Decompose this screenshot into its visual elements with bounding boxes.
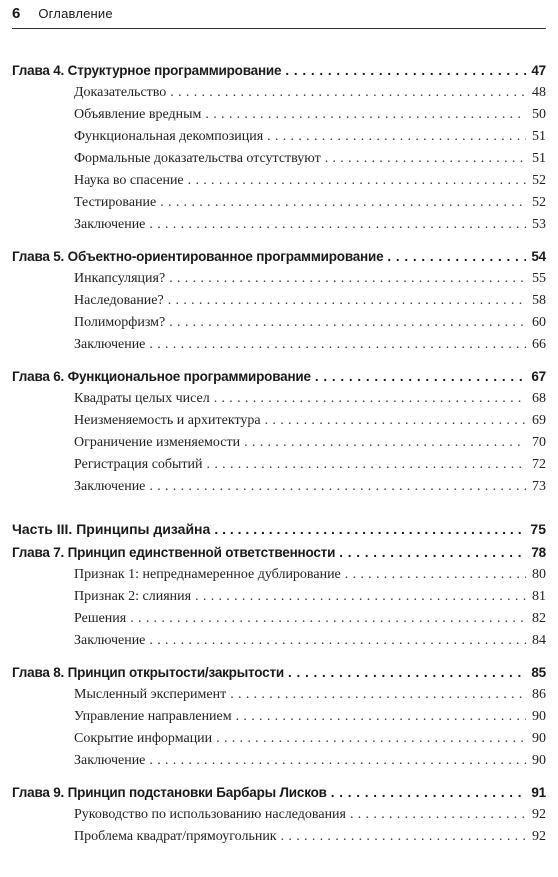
section-title: Заключение	[74, 479, 146, 494]
toc-section[interactable]	[12, 290, 546, 312]
dot-leader	[267, 126, 526, 148]
page-ref: 86	[532, 687, 546, 702]
page-ref: 90	[532, 731, 546, 746]
dot-leader	[170, 82, 526, 104]
dot-leader	[168, 290, 526, 312]
table-of-contents	[12, 60, 546, 848]
chapter-title: Глава 6. Функциональное программирование	[12, 369, 311, 384]
dot-leader	[214, 388, 526, 410]
spacer	[12, 652, 546, 662]
section-title: Функциональная декомпозиция	[74, 129, 264, 144]
toc-section[interactable]	[12, 476, 546, 498]
running-title: Оглавление	[38, 6, 113, 21]
page-ref: 68	[532, 391, 546, 406]
dot-leader	[265, 410, 526, 432]
page-ref: 47	[531, 63, 546, 78]
toc-section[interactable]	[12, 388, 546, 410]
dot-leader	[345, 564, 526, 586]
dot-leader	[169, 312, 526, 334]
dot-leader	[288, 662, 526, 684]
page-ref: 69	[532, 413, 546, 428]
toc-section[interactable]	[12, 630, 546, 652]
toc-section[interactable]	[12, 126, 546, 148]
spacer	[12, 356, 546, 366]
section-title: Доказательство	[74, 85, 167, 100]
page-ref: 58	[532, 293, 546, 308]
section-title: Инкапсуляция?	[74, 271, 166, 286]
section-title: Признак 2: слияния	[74, 589, 192, 604]
section-title: Управление направлением	[74, 709, 232, 724]
dot-leader	[281, 826, 526, 848]
spacer	[12, 236, 546, 246]
page-ref: 72	[532, 457, 546, 472]
section-title: Неизменяемость и архитектура	[74, 413, 261, 428]
section-title: Формальные доказательства отсутствуют	[74, 151, 321, 166]
spacer	[12, 772, 546, 782]
dot-leader	[130, 608, 526, 630]
dot-leader	[216, 728, 526, 750]
toc-section[interactable]	[12, 826, 546, 848]
section-title: Заключение	[74, 217, 146, 232]
section-title: Мысленный эксперимент	[74, 687, 227, 702]
page-ref: 75	[530, 521, 546, 537]
dot-leader	[244, 432, 526, 454]
toc-chapter-4[interactable]	[12, 60, 546, 82]
dot-leader	[160, 192, 526, 214]
dot-leader	[149, 214, 526, 236]
toc-section[interactable]	[12, 410, 546, 432]
toc-section[interactable]	[12, 706, 546, 728]
page-ref: 52	[532, 195, 546, 210]
page-ref: 84	[532, 633, 546, 648]
dot-leader	[325, 148, 526, 170]
toc-section[interactable]	[12, 804, 546, 826]
dot-leader	[315, 366, 526, 388]
toc-section[interactable]	[12, 192, 546, 214]
page-ref: 82	[532, 611, 546, 626]
page-ref: 51	[532, 129, 546, 144]
section-title: Квадраты целых чисел	[74, 391, 210, 406]
running-header	[12, 4, 546, 29]
toc-section[interactable]	[12, 728, 546, 750]
section-title: Тестирование	[74, 195, 157, 210]
toc-section[interactable]	[12, 432, 546, 454]
page-ref: 91	[531, 785, 546, 800]
toc-section[interactable]	[12, 334, 546, 356]
dot-leader	[149, 476, 526, 498]
toc-chapter-8[interactable]	[12, 662, 546, 684]
page-ref: 54	[531, 249, 546, 264]
toc-section[interactable]	[12, 454, 546, 476]
section-title: Проблема квадрат/прямоугольник	[74, 829, 277, 844]
dot-leader	[331, 782, 526, 804]
toc-section[interactable]	[12, 684, 546, 706]
section-title: Заключение	[74, 753, 146, 768]
toc-section[interactable]	[12, 170, 546, 192]
part-title: Часть III. Принципы дизайна	[12, 521, 211, 537]
toc-section[interactable]	[12, 586, 546, 608]
dot-leader	[285, 60, 526, 82]
section-title: Объявление вредным	[74, 107, 202, 122]
page-ref: 50	[532, 107, 546, 122]
section-title: Ограничение изменяемости	[74, 435, 241, 450]
page-ref: 70	[532, 435, 546, 450]
dot-leader	[195, 586, 526, 608]
toc-section[interactable]	[12, 268, 546, 290]
chapter-title: Глава 5. Объектно-ориентированное программирование	[12, 249, 384, 264]
page-ref: 78	[531, 545, 546, 560]
toc-section[interactable]	[12, 148, 546, 170]
toc-chapter-5[interactable]	[12, 246, 546, 268]
toc-section[interactable]	[12, 82, 546, 104]
toc-section[interactable]	[12, 312, 546, 334]
section-title: Заключение	[74, 633, 146, 648]
page-ref: 92	[532, 829, 546, 844]
dot-leader	[339, 542, 526, 564]
dot-leader	[230, 684, 526, 706]
dot-leader	[149, 334, 526, 356]
page-ref: 85	[531, 665, 546, 680]
page-ref: 53	[532, 217, 546, 232]
section-title: Наука во спасение	[74, 173, 184, 188]
toc-part-3[interactable]	[12, 518, 546, 540]
page-ref: 52	[532, 173, 546, 188]
toc-section[interactable]	[12, 608, 546, 630]
toc-section[interactable]	[12, 214, 546, 236]
page-ref: 92	[532, 807, 546, 822]
page-ref: 66	[532, 337, 546, 352]
chapter-title: Глава 9. Принцип подстановки Барбары Лисков	[12, 785, 327, 800]
dot-leader	[149, 630, 526, 652]
toc-chapter-9[interactable]	[12, 782, 546, 804]
page-ref: 80	[532, 567, 546, 582]
dot-leader	[207, 454, 526, 476]
dot-leader	[350, 804, 526, 826]
page-ref: 90	[532, 709, 546, 724]
dot-leader	[188, 170, 526, 192]
dot-leader	[214, 518, 526, 540]
page-ref: 81	[532, 589, 546, 604]
page-number: 6	[12, 5, 21, 22]
section-title: Решения	[74, 611, 127, 626]
page-ref: 67	[531, 369, 546, 384]
toc-section[interactable]	[12, 564, 546, 586]
dot-leader	[149, 750, 526, 772]
spacer	[12, 498, 546, 518]
toc-chapter-6[interactable]	[12, 366, 546, 388]
section-title: Сокрытие информации	[74, 731, 213, 746]
chapter-title: Глава 4. Структурное программирование	[12, 63, 282, 78]
dot-leader	[205, 104, 526, 126]
section-title: Признак 1: непреднамеренное дублирование	[74, 567, 341, 582]
toc-section[interactable]	[12, 750, 546, 772]
page-ref: 60	[532, 315, 546, 330]
dot-leader	[387, 246, 526, 268]
section-title: Руководство по использованию наследования	[74, 807, 346, 822]
page-ref: 48	[532, 85, 546, 100]
page-ref: 73	[532, 479, 546, 494]
chapter-title: Глава 8. Принцип открытости/закрытости	[12, 665, 284, 680]
toc-chapter-7[interactable]	[12, 542, 546, 564]
section-title: Наследование?	[74, 293, 164, 308]
page-ref: 90	[532, 753, 546, 768]
chapter-title: Глава 7. Принцип единственной ответственности	[12, 545, 336, 560]
page-ref: 51	[532, 151, 546, 166]
section-title: Заключение	[74, 337, 146, 352]
section-title: Полиморфизм?	[74, 315, 166, 330]
toc-section[interactable]	[12, 104, 546, 126]
page-ref: 55	[532, 271, 546, 286]
dot-leader	[236, 706, 526, 728]
dot-leader	[169, 268, 526, 290]
section-title: Регистрация событий	[74, 457, 203, 472]
